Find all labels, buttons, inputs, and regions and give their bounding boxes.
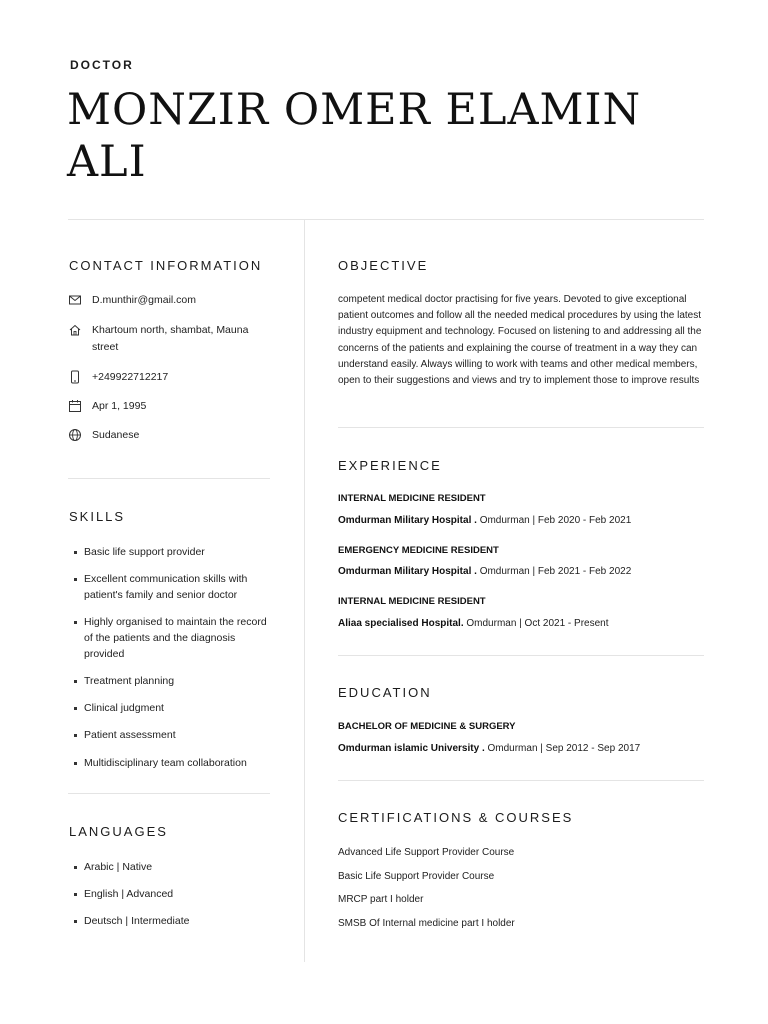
skill-item <box>74 727 274 743</box>
certification-item: SMSB Of Internal medicine part I holder <box>338 918 515 929</box>
skill-item <box>74 673 274 689</box>
name-line-1: MONZIR OMER ELAMIN <box>67 85 642 135</box>
education-org: Omdurman islamic University . <box>338 743 485 754</box>
language-text: Arabic | Native <box>84 861 153 873</box>
education-location-dates: Omdurman | Sep 2012 - Sep 2017 <box>487 743 641 754</box>
certification-item: Basic Life Support Provider Course <box>338 871 495 882</box>
contact-address <box>68 322 258 356</box>
contact-address-text: Khartoum north, shambat, Mauna street <box>92 324 249 353</box>
skill-item <box>74 755 274 771</box>
objective-text: competent medical doctor practising for five years. Devoted to give exceptional patient outcomes and follow all the needed medical procedures by using the latest industry equipment and technology. Focused on listening to and addressing all the concerns of the patients and explaining the course of treatment in a way they can understand easily. Always willing to work with teams and other medical members, open to their suggestions and views and try to implement those to improve results <box>338 294 702 387</box>
language-text: English | Advanced <box>84 888 174 900</box>
name-line-2: ALI <box>67 137 147 187</box>
contact-phone-text: +249922712217 <box>92 371 169 383</box>
experience-location-dates: Omdurman | Oct 2021 - Present <box>466 618 609 629</box>
education-section-title: EDUCATION <box>338 685 432 700</box>
contact-section-title: CONTACT INFORMATION <box>69 258 263 273</box>
contact-divider <box>68 478 270 479</box>
skill-text: Highly organised to maintain the record of the patients and the diagnosis provided <box>84 616 267 660</box>
experience-divider <box>338 655 704 656</box>
language-text: Deutsch | Intermediate <box>84 915 190 927</box>
skill-item <box>74 544 274 560</box>
contact-email-text: D.munthir@gmail.com <box>92 294 197 306</box>
contact-birthdate <box>68 398 146 415</box>
experience-org: Omdurman Military Hospital . <box>338 566 477 577</box>
skill-item <box>74 571 274 603</box>
education-degree: BACHELOR OF MEDICINE & SURGERY <box>338 721 516 732</box>
experience-org: Omdurman Military Hospital . <box>338 515 477 526</box>
contact-birthdate-text: Apr 1, 1995 <box>92 400 147 412</box>
contact-email <box>68 292 196 309</box>
phone-icon <box>68 370 82 384</box>
skill-text: Excellent communication skills with patient's family and senior doctor <box>84 573 248 601</box>
experience-org: Aliaa specialised Hospital. <box>338 618 464 629</box>
skill-text: Clinical judgment <box>84 702 164 714</box>
experience-details <box>338 515 631 526</box>
envelope-icon <box>68 293 82 307</box>
skill-text: Multidisciplinary team collaboration <box>84 757 247 769</box>
education-divider <box>338 780 704 781</box>
contact-nationality <box>68 427 139 444</box>
experience-role: INTERNAL MEDICINE RESIDENT <box>338 596 486 607</box>
experience-details <box>338 566 631 577</box>
experience-location-dates: Omdurman | Feb 2020 - Feb 2021 <box>479 515 632 526</box>
home-icon <box>68 323 82 337</box>
job-title: DOCTOR <box>70 58 134 72</box>
experience-section-title: EXPERIENCE <box>338 458 442 473</box>
objective-section-title: OBJECTIVE <box>338 258 429 273</box>
skill-item <box>74 614 274 662</box>
education-details <box>338 743 640 754</box>
skill-text: Treatment planning <box>84 675 175 687</box>
calendar-icon <box>68 399 82 413</box>
experience-details <box>338 618 609 629</box>
certifications-section-title: CERTIFICATIONS & COURSES <box>338 810 574 825</box>
language-item <box>74 886 274 902</box>
experience-location-dates: Omdurman | Feb 2021 - Feb 2022 <box>479 566 632 577</box>
skill-text: Patient assessment <box>84 729 176 741</box>
certification-item: MRCP part I holder <box>338 894 424 905</box>
certification-item: Advanced Life Support Provider Course <box>338 847 515 858</box>
experience-role: INTERNAL MEDICINE RESIDENT <box>338 493 486 504</box>
experience-role: EMERGENCY MEDICINE RESIDENT <box>338 545 499 556</box>
objective-divider <box>338 427 704 428</box>
languages-section-title: LANGUAGES <box>69 824 168 839</box>
contact-nationality-text: Sudanese <box>92 429 140 441</box>
skills-section-title: SKILLS <box>69 509 126 524</box>
skill-text: Basic life support provider <box>84 546 205 558</box>
language-item <box>74 913 274 929</box>
header-divider <box>68 219 704 220</box>
skill-item <box>74 700 274 716</box>
globe-icon <box>68 428 82 442</box>
column-divider <box>304 220 305 962</box>
skills-divider <box>68 793 270 794</box>
contact-phone <box>68 369 168 386</box>
person-name <box>67 84 707 188</box>
language-item <box>74 859 274 875</box>
